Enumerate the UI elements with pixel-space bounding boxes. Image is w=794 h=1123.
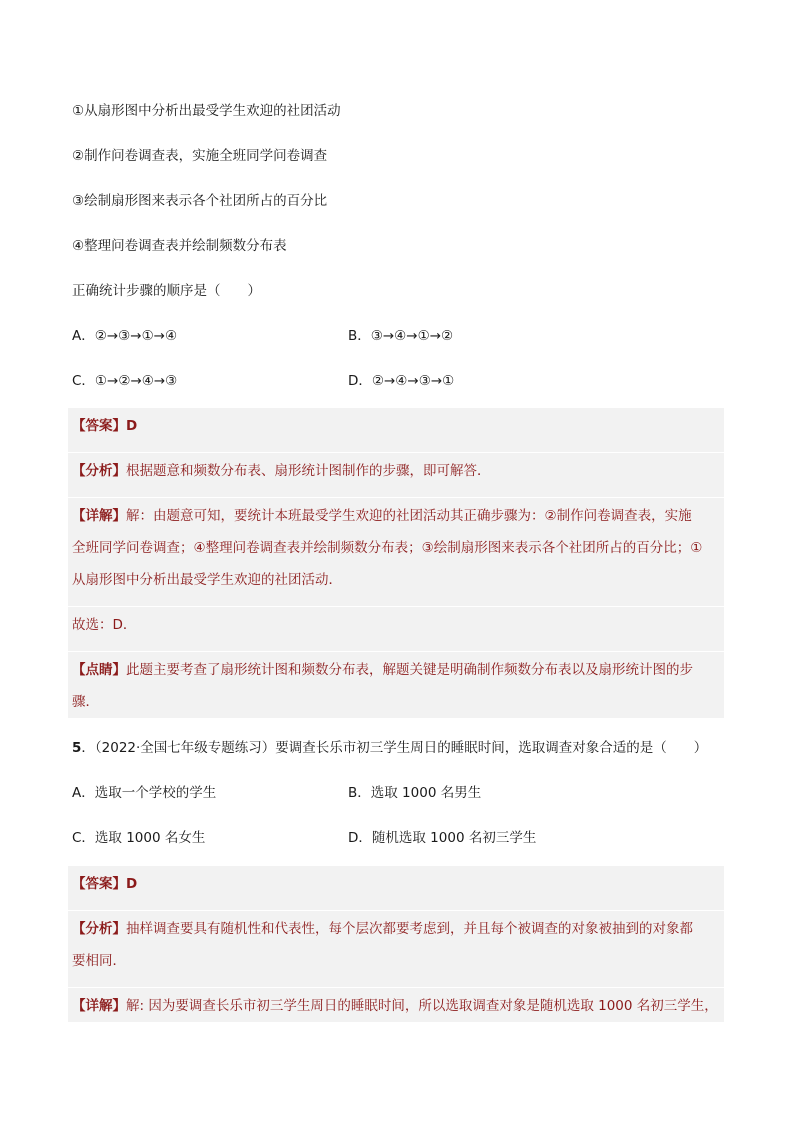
q5-stem-text: ．（2022·全国七年级专题练习）要调查长乐市初三学生周日的睡眠时间，选取调查对象合适的是（ ） xyxy=(81,740,708,756)
comment-tag: 【点睛】 xyxy=(72,662,126,678)
q4-choice: 故选：D． xyxy=(72,617,137,633)
analysis-tag: 【分析】 xyxy=(72,921,126,937)
q4-detail-line-3: 从扇形图中分析出最受学生欢迎的社团活动． xyxy=(72,572,342,588)
q4-option-b: B．③→④→①→② xyxy=(348,328,454,344)
q4-detail-line-2: 全班同学问卷调查；④整理问卷调查表并绘制频数分布表；③绘制扇形图来表示各个社团所占的百分比；① xyxy=(72,540,703,556)
answer-value: D xyxy=(126,876,138,892)
step-1: ①从扇形图中分析出最受学生欢迎的社团活动 xyxy=(72,103,341,119)
detail-text-1: 解：由题意可知，要统计本班最受学生欢迎的社团活动其正确步骤为：②制作问卷调查表，实施 xyxy=(126,508,692,524)
q4-option-d: D．②→④→③→① xyxy=(348,373,455,389)
q4-comment-line-2: 骤． xyxy=(72,694,99,710)
q5-option-c: C．选取 1000 名女生 xyxy=(72,830,206,846)
q4-option-c: C．①→②→④→③ xyxy=(72,373,178,389)
q5-stem xyxy=(72,738,707,758)
q4-solution-block xyxy=(68,408,724,718)
analysis-text-1: 抽样调查要具有随机性和代表性，每个层次都要考虑到，并且每个被调查的对象被抽到的对象都 xyxy=(126,921,693,937)
q5-solution-block xyxy=(68,866,724,1022)
step-4: ④整理问卷调查表并绘制频数分布表 xyxy=(72,238,287,254)
answer-value: D xyxy=(126,418,138,434)
step-2: ②制作问卷调查表，实施全班同学问卷调查 xyxy=(72,148,328,164)
step-3: ③绘制扇形图来表示各个社团所占的百分比 xyxy=(72,193,328,209)
q5-analysis-line-2: 要相同． xyxy=(72,953,126,969)
analysis-text: 根据题意和频数分布表、扇形统计图制作的步骤，即可解答． xyxy=(126,463,491,479)
detail-tag: 【详解】 xyxy=(72,508,126,524)
q5-answer-row xyxy=(72,874,137,894)
detail-tag: 【详解】 xyxy=(72,998,126,1014)
detail-text-1: 解: 因为要调查长乐市初三学生周日的睡眠时间，所以选取调查对象是随机选取 1000 名初三学生， xyxy=(126,998,718,1014)
comment-text-1: 此题主要考查了扇形统计图和频数分布表，解题关键是明确制作频数分布表以及扇形统计图的步 xyxy=(126,662,693,678)
question-prompt: 正确统计步骤的顺序是（ ） xyxy=(72,283,261,299)
q4-analysis-row xyxy=(72,461,491,481)
answer-tag: 【答案】 xyxy=(72,418,126,434)
q4-comment-line-1 xyxy=(72,660,693,680)
q5-analysis-line-1 xyxy=(72,919,693,939)
q4-option-a: A．②→③→①→④ xyxy=(72,328,178,344)
q5-option-b: B．选取 1000 名男生 xyxy=(348,785,482,801)
q4-answer-row xyxy=(72,416,137,436)
analysis-tag: 【分析】 xyxy=(72,463,126,479)
q5-number: 5 xyxy=(72,740,82,756)
q5-option-d: D．随机选取 1000 名初三学生 xyxy=(348,830,537,846)
q5-option-a: A．选取一个学校的学生 xyxy=(72,785,217,801)
q4-detail-line-1 xyxy=(72,506,692,526)
q5-detail-line-1 xyxy=(72,996,718,1016)
answer-tag: 【答案】 xyxy=(72,876,126,892)
